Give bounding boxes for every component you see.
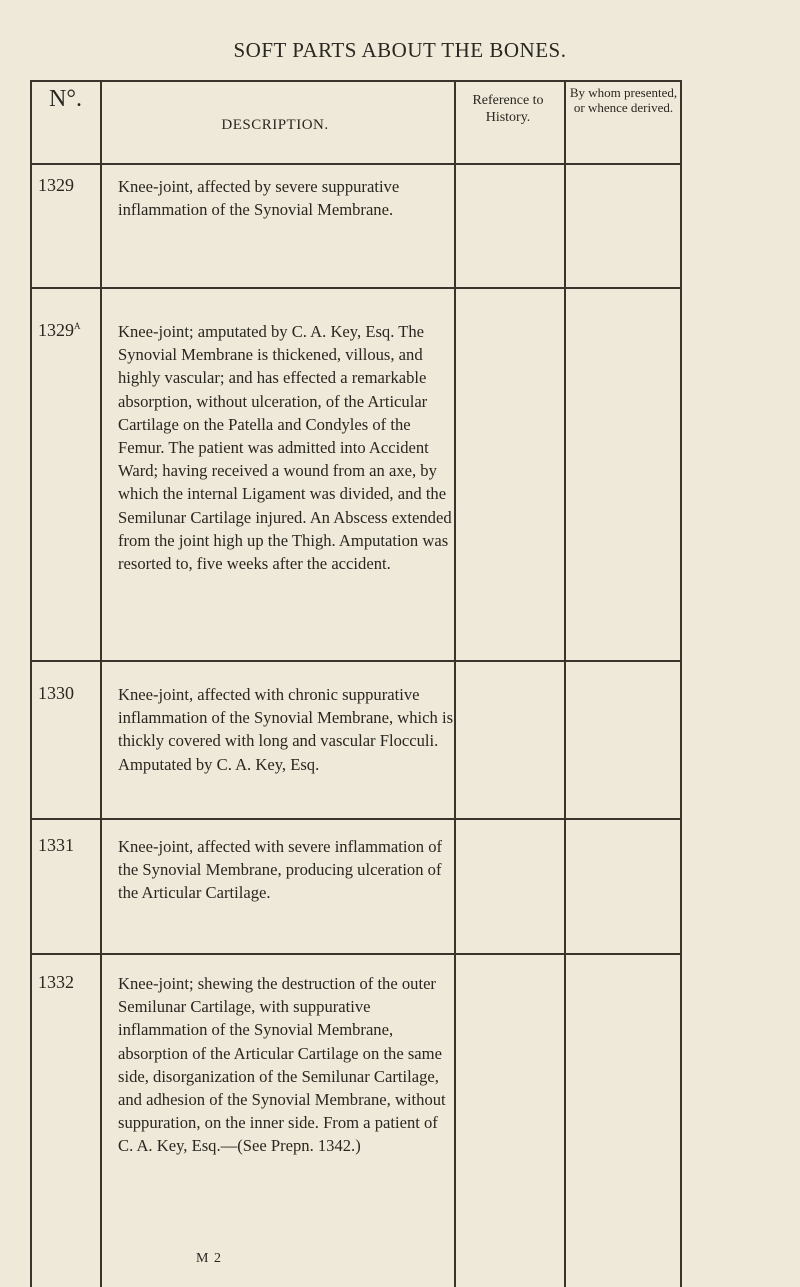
specimen-number: 1329 — [38, 175, 74, 195]
header-by-whom: By whom presented, or whence derived. — [569, 85, 678, 115]
specimen-description: Knee-joint, affected with chronic suppurative inflammation of the Synovial Membrane, which is thickly covered with long and vascular Flocculi. Amputated by C. A. Key, Esq. — [118, 685, 454, 774]
column-rule-right — [680, 80, 682, 1287]
row-rule — [30, 953, 680, 955]
table-top-rule — [30, 80, 680, 82]
specimen-description: Knee-joint, affected by severe suppurative inflammation of the Synovial Membrane. — [118, 177, 400, 220]
specimen-number: 1330 — [38, 683, 74, 703]
row-rule — [30, 818, 680, 820]
column-rule-reference — [564, 80, 566, 1287]
column-rule-number — [100, 80, 102, 1287]
page-title: SOFT PARTS ABOUT THE BONES. — [233, 38, 567, 62]
specimen-description: Knee-joint; shewing the destruction of the outer Semilunar Cartilage, with suppurative inflammation of the Synovial Membrane, absorption of the Articular Cartilage on the same side, disorganization of the Semilunar Cartilage, and adhesion of the Synovial Membrane, without suppuration, on the inner side. From a patient of C. A. Key, Esq.—(See Prepn. 1342.) — [118, 974, 446, 1156]
specimen-number: 1332 — [38, 972, 74, 992]
specimen-description: Knee-joint, affected with severe inflammation of the Synovial Membrane, producing ulceration of the Articular Cartilage. — [118, 837, 443, 903]
header-description: DESCRIPTION. — [221, 117, 329, 133]
specimen-number: $1329^A$ — [38, 320, 81, 340]
specimen-description: Knee-joint; amputated by C. A. Key, Esq. The Synovial Membrane is thickened, villous, and highly vascular; and has effected a remarkable absorption, without ulceration, of the Articular Cartilage on the Patella and Condyles of the Femur. The patient was admitted into Accident Ward; having received a wound from an axe, by which the internal Ligament was divided, and the Semilunar Cartilage injured. An Abscess extended from the joint high up the Thigh. Amputation was resorted to, five weeks after the accident. — [118, 322, 452, 574]
specimen-number: 1331 — [38, 835, 74, 855]
row-rule — [30, 287, 680, 289]
header-number: N°. — [49, 86, 82, 112]
header-rule — [30, 163, 680, 165]
column-rule-left — [30, 80, 32, 1287]
signature-mark: M 2 — [196, 1251, 222, 1266]
row-rule — [30, 660, 680, 662]
header-reference: Reference to History. — [472, 93, 544, 125]
